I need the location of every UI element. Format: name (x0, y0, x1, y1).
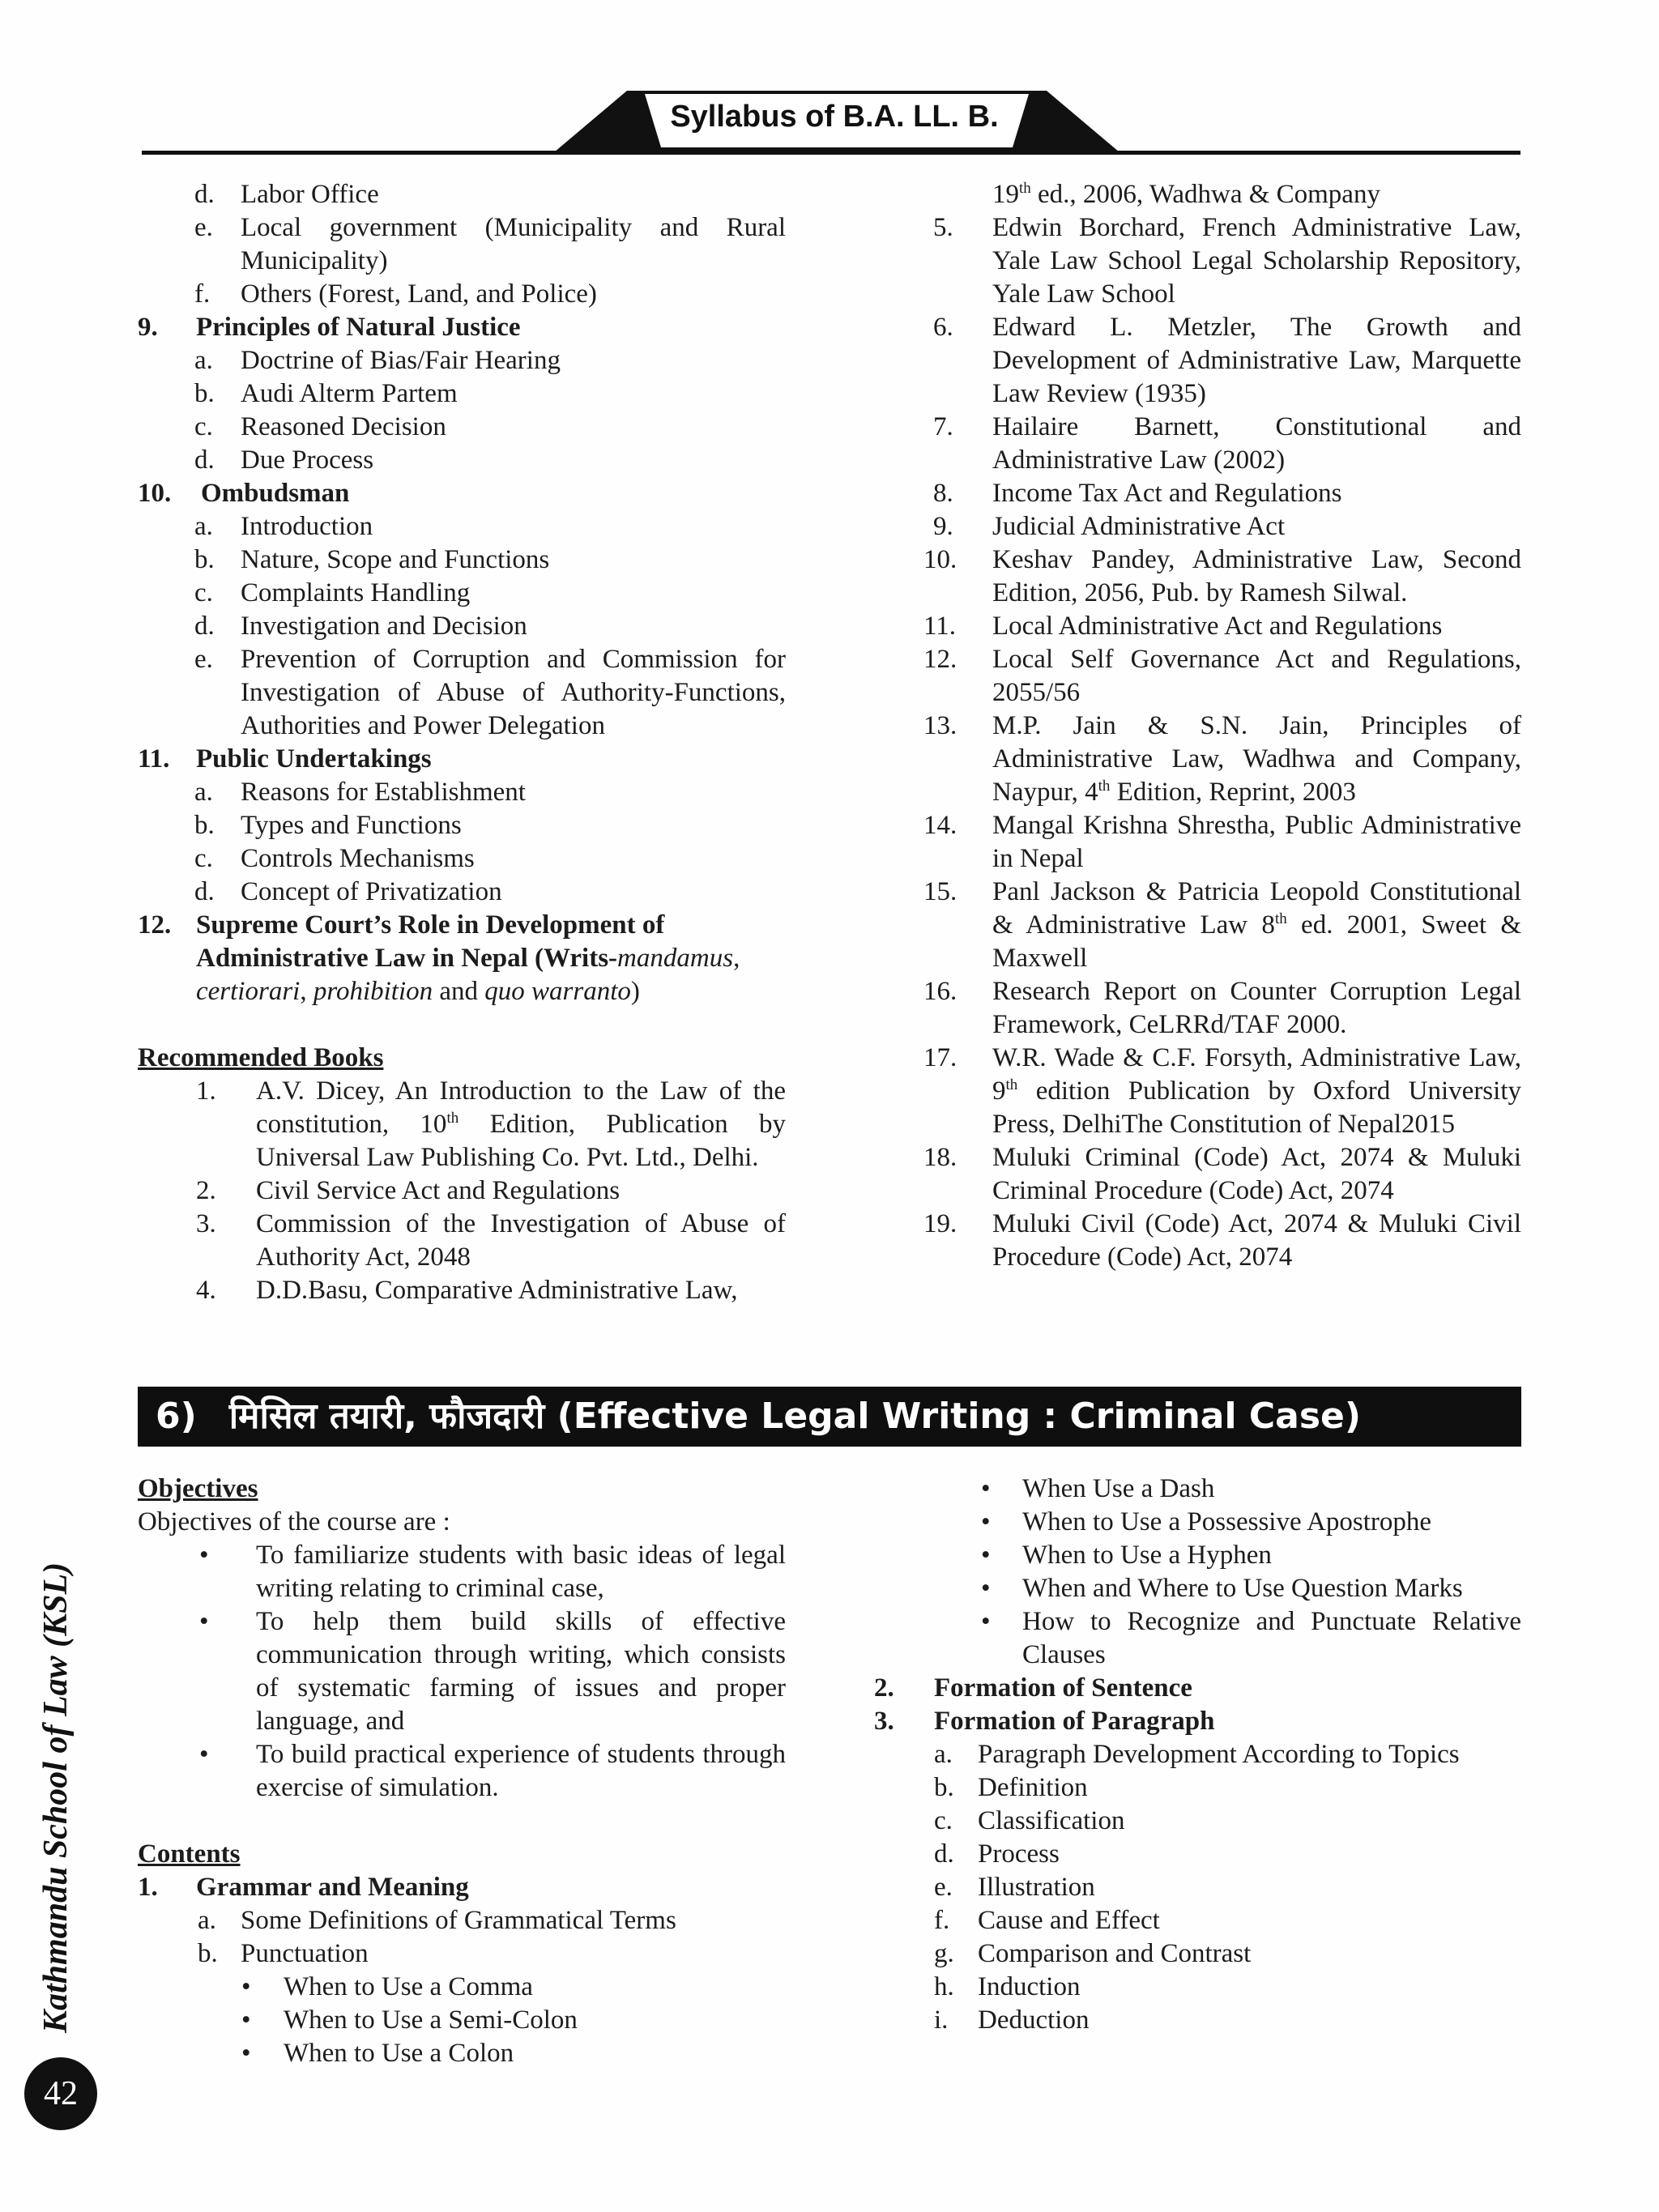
objective-item: • To build practical experience of students through exercise of simulation. (199, 1740, 786, 1802)
objective-item: • To familiarize students with basic ideas of legal writing relating to criminal case, (199, 1541, 786, 1603)
book-item: 11. Local Administrative Act and Regulations (923, 612, 1443, 641)
list-item: e. Prevention of Corruption and Commission for Investigation of Abuse of Authority-Functions, Authorities and Power Delegation (194, 645, 786, 740)
section-title: मिसिल तयारी, फौजदारी (Effective Legal Writing : Criminal Case) (228, 1396, 1361, 1437)
sub-list-item: • When and Where to Use Question Marks (863, 1572, 1521, 1605)
bullet-icon: • (981, 1474, 991, 1503)
objectives-intro: Objectives of the course are : (138, 1507, 450, 1536)
bullet-icon: • (981, 1574, 991, 1603)
list-item: d. Investigation and Decision (194, 612, 527, 641)
list-item: f. Others (Forest, Land, and Police) (194, 279, 597, 309)
list-item: c. Controls Mechanisms (194, 844, 475, 873)
list-item: e. Illustration (934, 1873, 1095, 1902)
book-item-continued: 19th ed., 2006, Wadhwa & Company (992, 180, 1380, 209)
list-item: b. Types and Functions (194, 811, 462, 840)
list-item: a. Introduction (194, 512, 373, 541)
list-item: g. Comparison and Contrast (934, 1939, 1252, 1968)
list-item: a. Paragraph Development According to Topics (934, 1740, 1460, 1769)
list-item: h. Induction (934, 1972, 1081, 2001)
sub-list-item: • When Use a Dash (863, 1473, 1521, 1506)
book-item: 10. Keshav Pandey, Administrative Law, Second Edition, 2056, Pub. by Ramesh Silwal. (923, 545, 1521, 607)
recommended-books-heading: Recommended Books (138, 1043, 384, 1072)
book-item: 2. Civil Service Act and Regulations (196, 1176, 621, 1205)
book-item: 13. M.P. Jain & S.N. Jain, Principles of Administrative Law, Wadhwa and Company, Naypur, 4th Edition, Reprint, 2003 (923, 711, 1521, 807)
top-left-column (138, 178, 786, 1307)
list-item: a. Reasons for Establishment (194, 778, 526, 807)
book-item: 18. Muluki Criminal (Code) Act, 2074 & Muluki Criminal Procedure (Code) Act, 2074 (923, 1143, 1521, 1205)
list-item: b. Audi Alterm Partem (194, 379, 458, 408)
top-right-column (923, 178, 1521, 1274)
book-item: 9. Judicial Administrative Act (933, 512, 1286, 541)
section-number: 6) (156, 1396, 197, 1437)
header-rule (142, 151, 1520, 155)
list-item: b. Nature, Scope and Functions (194, 545, 550, 574)
section-heading: 1. Grammar and Meaning (138, 1873, 469, 1902)
list-item: c. Reasoned Decision (194, 412, 446, 441)
list-item: c. Classification (934, 1806, 1125, 1835)
list-item: d. Due Process (194, 445, 374, 475)
bullet-icon: • (981, 1607, 991, 1636)
list-item: b. Definition (934, 1773, 1088, 1802)
section-heading: 10. Ombudsman (138, 479, 350, 508)
side-school-name: Kathmandu School of Law (KSL) (37, 1562, 75, 2033)
list-item: d. Concept of Privatization (194, 877, 502, 906)
book-item: 4. D.D.Basu, Comparative Administrative Law, (196, 1276, 738, 1305)
book-item: 17. W.R. Wade & C.F. Forsyth, Administrative Law, 9th edition Publication by Oxford University Press, DelhiThe Constitution of Nepal2015 (923, 1043, 1521, 1139)
page-number: 42 (24, 2057, 97, 2130)
sub-list-item: • When to Use a Possessive Apostrophe (863, 1506, 1521, 1539)
book-item: 8. Income Tax Act and Regulations (933, 479, 1342, 508)
section-banner (138, 1387, 1521, 1447)
bullet-icon: • (981, 1541, 991, 1570)
sub-list-item: • When to Use a Hyphen (863, 1539, 1521, 1572)
header-title: Syllabus of B.A. LL. B. (670, 100, 999, 134)
bullet-icon: • (241, 1972, 251, 2001)
list-item: b. Punctuation (198, 1939, 369, 1968)
book-item: 5. Edwin Borchard, French Administrative Law, Yale Law School Legal Scholarship Repository, Yale Law School (933, 213, 1521, 309)
contents-heading: Contents (138, 1839, 241, 1869)
sub-list-item: • When to Use a Comma (138, 1971, 786, 2004)
book-item: 12. Local Self Governance Act and Regulations, 2055/56 (923, 645, 1521, 707)
book-item: 19. Muluki Civil (Code) Act, 2074 & Muluki Civil Procedure (Code) Act, 2074 (923, 1209, 1521, 1272)
bullet-icon: • (199, 1541, 209, 1570)
bottom-left-column (138, 1473, 786, 2070)
objective-item: • To help them build skills of effective communication through writing, which consists of systematic farming of issues and proper language, and (199, 1607, 786, 1736)
bullet-icon: • (241, 2005, 251, 2035)
list-item: i. Deduction (934, 2005, 1090, 2035)
bullet-icon: • (241, 2039, 251, 2068)
book-item: 6. Edward L. Metzler, The Growth and Development of Administrative Law, Marquette Law Review (1935) (933, 313, 1521, 408)
bullet-icon: • (199, 1740, 209, 1769)
section-heading: 11. Public Undertakings (138, 744, 432, 774)
list-item: a. Some Definitions of Grammatical Terms (198, 1906, 676, 1935)
book-item: 16. Research Report on Counter Corruption Legal Framework, CeLRRd/TAF 2000. (923, 977, 1521, 1039)
book-item: 14. Mangal Krishna Shrestha, Public Administrative in Nepal (923, 811, 1521, 873)
section-heading: 3. Formation of Paragraph (874, 1707, 1215, 1736)
list-item: e. Local government (Municipality and Rural Municipality) (194, 213, 786, 275)
section-heading: 2. Formation of Sentence (874, 1673, 1192, 1703)
list-item: c. Complaints Handling (194, 578, 471, 607)
objectives-heading: Objectives (138, 1474, 258, 1503)
bullet-icon: • (199, 1607, 209, 1636)
list-items-def (138, 178, 786, 311)
section-heading: 12. Supreme Court’s Role in Development of Administrative Law in Nepal (Writs-mandamus, certiorari, prohibition and quo warranto) (138, 910, 740, 1006)
list-item: d. Labor Office (194, 180, 379, 209)
book-item: 1. A.V. Dicey, An Introduction to the Law of the constitution, 10th Edition, Publication by Universal Law Publishing Co. Pvt. Ltd., Delhi. (196, 1076, 786, 1172)
book-item: 15. Panl Jackson & Patricia Leopold Constitutional & Administrative Law 8th ed. 2001, Sweet & Maxwell (923, 877, 1521, 973)
bottom-right-column (863, 1473, 1521, 2037)
book-item: 3. Commission of the Investigation of Abuse of Authority Act, 2048 (196, 1209, 786, 1272)
book-item: 7. Hailaire Barnett, Constitutional and Administrative Law (2002) (933, 412, 1521, 475)
sub-list-item: • When to Use a Colon (138, 2037, 786, 2070)
list-item: d. Process (934, 1839, 1060, 1869)
bullet-icon: • (981, 1507, 991, 1536)
list-item: a. Doctrine of Bias/Fair Hearing (194, 346, 561, 375)
list-item: f. Cause and Effect (934, 1906, 1160, 1935)
section-heading: 9. Principles of Natural Justice (138, 313, 521, 342)
sub-list-item: • When to Use a Semi-Colon (138, 2004, 786, 2037)
sub-list-item: • How to Recognize and Punctuate Relative Clauses (981, 1607, 1521, 1669)
